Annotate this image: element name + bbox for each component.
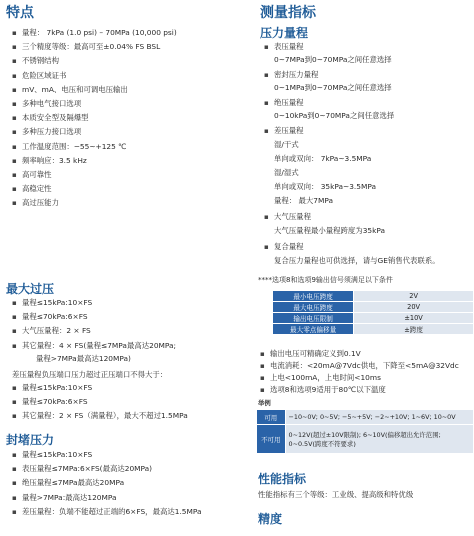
differential-note: 差压量程负压端口压力超过正压端口不得大于： <box>12 370 168 379</box>
range-detail: 大气压量程最小量程跨度为35kPa <box>274 226 386 235</box>
precision-title: 精度 <box>258 512 283 526</box>
list-item: ▪ 差压量程 <box>264 124 304 138</box>
list-item: ▪ 高可靠性 <box>12 168 177 182</box>
range-list <box>264 210 311 224</box>
range-list <box>264 124 304 138</box>
overpressure-title: 最大过压 <box>6 282 55 296</box>
range-title: 压力量程 <box>260 26 309 40</box>
measure-title: 测量指标 <box>260 5 316 21</box>
features-title: 特点 <box>6 5 34 21</box>
list-item: ▪ 频率响应：3.5 kHz <box>12 154 177 168</box>
example-label: 举例 <box>258 399 271 407</box>
option-note: ****选项8和选项9输出信号须满足以下条件 <box>258 276 393 284</box>
performance-title: 性能指标 <box>258 472 307 486</box>
list-item: ▪ 量程≤15kPa:10×FS <box>12 296 176 310</box>
range-list <box>264 240 304 254</box>
list-item: ▪ 密封压力量程 <box>264 68 318 82</box>
example-table <box>256 409 474 454</box>
list-item: ▪ 量程≤70kPa:6×FS <box>12 310 176 324</box>
list-item: ▪ 其它量程：4 × FS(量程≤7MPa最高达20MPa; <box>12 339 176 353</box>
table-row <box>257 410 474 425</box>
list-item: ▪ 量程≤70kPa:6×FS <box>12 395 188 409</box>
list-item: ▪ 表压量程≤7MPa:6×FS(最高达20MPa) <box>12 462 202 476</box>
list-item: ▪ 上电<100mA，上电时间<10ms <box>260 372 459 384</box>
list-item: ▪ 大气压量程 <box>264 210 311 224</box>
unusable-text <box>285 425 473 454</box>
table-row <box>257 425 474 454</box>
list-item: ▪ 选项8和选项9适用于80℃以下温度 <box>260 384 459 396</box>
list-item: ▪ 表压量程 <box>264 40 304 54</box>
spec-key: 最大零点偏移量 <box>273 324 354 335</box>
range-detail: 单向或双向： 7kPa~3.5MPa <box>274 154 372 163</box>
usable-text: −10~0V; 0~5V; −5~+5V; −2~+10V; 1~6V; 10~0V <box>285 410 473 425</box>
overpressure-continuation: 量程>7MPa最高达120MPa) <box>36 354 131 363</box>
list-item: ▪ 差压量程：负端不能超过正端的6×FS，最高达1.5MPa <box>12 505 202 519</box>
list-item: ▪ 其它量程：2 × FS（满量程），最大不超过1.5MPa <box>12 409 188 423</box>
unusable-line: 0~12V(超过±10V限制); 6~10V(偏移超出允许范围; <box>288 431 441 439</box>
table-row <box>273 302 474 313</box>
table-row <box>273 313 474 324</box>
features-list <box>12 26 177 211</box>
performance-text: 性能指标有三个等级：工业级、提高级和特优级 <box>258 490 414 499</box>
list-item: ▪ 危险区域证书 <box>12 69 177 83</box>
list-item: ▪ 输出电压可精确定义到0.1V <box>260 348 459 360</box>
spec-value: ±跨度 <box>354 324 474 335</box>
unusable-line: 0~0.5V(跨度不符要求) <box>288 440 356 448</box>
list-item: ▪ 工作温度范围：−55~+125 ℃ <box>12 140 177 154</box>
list-item: ▪ 量程≤15kPa:10×FS <box>12 448 202 462</box>
range-detail: 0~1MPa到0~70MPa之间任意选择 <box>274 83 392 92</box>
spec-value: 20V <box>354 302 474 313</box>
list-item: ▪ 高过压能力 <box>12 196 177 210</box>
list-item: ▪ 大气压量程：2 × FS <box>12 324 176 338</box>
spec-table <box>272 290 474 335</box>
list-item: ▪ 电流消耗：<20mA@7Vdc供电，下降至<5mA@32Vdc <box>260 360 459 372</box>
overpressure-list <box>12 296 176 353</box>
spec-value: 2V <box>354 291 474 302</box>
range-detail: 0~10kPa到0~70MPa之间任意选择 <box>274 111 395 120</box>
list-item: ▪ 量程： 7kPa (1.0 psi) – 70MPa (10,000 psi) <box>12 26 177 40</box>
list-item: ▪ 量程>7MPa:最高达120MPa <box>12 491 202 505</box>
list-item: ▪ 本质安全型及隔爆型 <box>12 111 177 125</box>
table-row <box>273 291 474 302</box>
block-pressure-list <box>12 448 202 519</box>
spec-value: ±10V <box>354 313 474 324</box>
range-detail: 湿/干式 <box>274 140 299 149</box>
range-detail: 复合压力量程也可供选择，请与GE销售代表联系。 <box>274 256 440 265</box>
output-bullets <box>260 348 459 396</box>
list-item: ▪ mV、mA、电压和可调电压输出 <box>12 83 177 97</box>
list-item: ▪ 多种电气接口选项 <box>12 97 177 111</box>
block-pressure-title: 封堵压力 <box>6 433 55 447</box>
list-item: ▪ 三个精度等级：最高可至±0.04% FS BSL <box>12 40 177 54</box>
range-detail: 湿/湿式 <box>274 168 299 177</box>
unusable-label: 不可用 <box>257 425 286 454</box>
list-item: ▪ 多种压力接口选项 <box>12 125 177 139</box>
range-detail: 单向或双向： 35kPa~3.5MPa <box>274 182 377 191</box>
range-detail: 量程： 最大7MPa <box>274 196 334 205</box>
table-row <box>273 324 474 335</box>
spec-key: 输出电压限制 <box>273 313 354 324</box>
range-detail: 0~7MPa到0~70MPa之间任意选择 <box>274 55 392 64</box>
spec-key: 最小电压跨度 <box>273 291 354 302</box>
list-item: ▪ 绝压量程≤7MPa最高达20MPa <box>12 476 202 490</box>
list-item: ▪ 量程≤15kPa:10×FS <box>12 381 188 395</box>
list-item: ▪ 复合量程 <box>264 240 304 254</box>
usable-label: 可用 <box>257 410 286 425</box>
differential-list <box>12 381 188 424</box>
spec-key: 最大电压跨度 <box>273 302 354 313</box>
list-item: ▪ 绝压量程 <box>264 96 304 110</box>
list-item: ▪ 高稳定性 <box>12 182 177 196</box>
list-item: ▪ 不锈钢结构 <box>12 54 177 68</box>
